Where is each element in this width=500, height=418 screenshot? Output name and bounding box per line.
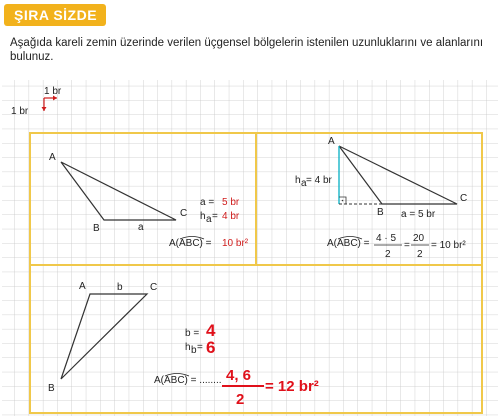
height-subscript: a (301, 178, 307, 189)
fraction-2-denominator: 2 (417, 249, 423, 260)
vertex-c: C (460, 193, 468, 204)
height-label: h (295, 175, 301, 186)
fraction-2-numerator: 20 (413, 233, 425, 244)
fraction-1-numerator: 4 · 5 (376, 233, 397, 244)
base-value: 5 br (222, 197, 240, 208)
vertex-c: C (180, 208, 188, 219)
unit-horizontal-label: 1 br (44, 86, 62, 97)
area-formula: A(ABC) = (169, 238, 212, 249)
equals-sign: = (404, 240, 410, 251)
base-label: b = (185, 328, 200, 339)
height-equals: = (212, 211, 218, 222)
height-value: 4 br (222, 211, 240, 222)
vertex-b: B (377, 207, 384, 218)
base-answer: 4 (206, 321, 216, 340)
badge-label: ŞIRA SİZDE (14, 7, 98, 23)
height-subscript: b (191, 345, 197, 356)
fraction-1-denominator: 2 (385, 249, 391, 260)
vertex-b: B (48, 383, 55, 394)
area-formula: A(ABC) = (327, 238, 370, 249)
area-result: = 12 br² (265, 378, 319, 395)
base-text: a = 5 br (401, 209, 436, 220)
vertex-b: B (93, 223, 100, 234)
area-value: 10 br² (222, 238, 249, 249)
vertex-c: C (150, 282, 158, 293)
fraction-denominator: 2 (236, 391, 245, 408)
base-label: a = (200, 197, 215, 208)
height-equals: = (197, 342, 203, 353)
vertex-a: A (328, 136, 335, 147)
height-subscript: a (206, 214, 212, 225)
instruction-text: Aşağıda kareli zemin üzerinde verilen üçgensel bölgelerin istenilen uzunluklarını ve alanlarını bulunuz. (10, 37, 484, 63)
vertex-a: A (49, 152, 56, 163)
fraction-numerator: 4, 6 (226, 367, 252, 384)
area-result: = 10 br² (431, 240, 466, 251)
height-label: h (185, 342, 191, 353)
area-formula: A(ABC) = ........ (154, 375, 222, 386)
height-text: = 4 br (306, 175, 332, 186)
grid-background (2, 80, 498, 416)
height-answer: 6 (206, 338, 216, 357)
vertex-a: A (79, 281, 86, 292)
side-label: a (138, 222, 144, 233)
unit-vertical-label: 1 br (11, 106, 29, 117)
side-label: b (117, 282, 123, 293)
height-label: h (200, 211, 206, 222)
